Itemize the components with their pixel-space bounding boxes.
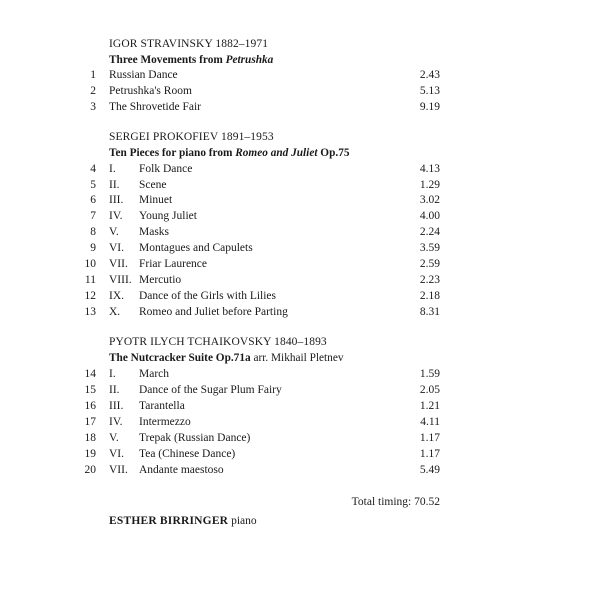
total-timing: Total timing: 70.52 [351, 496, 440, 508]
track-row [0, 258, 599, 274]
track-title: Scene [139, 179, 167, 191]
track-duration: 1.59 [419, 368, 440, 380]
track-number: 19 [84, 448, 96, 460]
track-title: Intermezzo [139, 416, 191, 428]
track-title: Dance of the Girls with Lilies [139, 290, 277, 302]
track-number: 17 [84, 416, 96, 428]
work-title-arranger: arr. Mikhail Pletnev [250, 352, 344, 364]
track-duration: 8.31 [419, 306, 440, 318]
movement-numeral: IX. [109, 290, 125, 302]
track-number: 9 [90, 242, 96, 254]
track-number: 10 [84, 258, 96, 270]
track-row [0, 69, 599, 85]
track-row [0, 101, 599, 117]
performer-name: ESTHER BIRRINGER [109, 515, 229, 527]
track-title: Trepak (Russian Dance) [139, 432, 251, 444]
track-duration: 9.19 [419, 101, 440, 113]
track-title: Folk Dance [139, 163, 193, 175]
track-row [0, 464, 599, 480]
track-duration: 5.13 [419, 85, 440, 97]
track-row [0, 194, 599, 210]
track-number: 18 [84, 432, 96, 444]
track-duration: 2.05 [419, 384, 440, 396]
movement-numeral: V. [109, 432, 119, 444]
track-number: 12 [84, 290, 96, 302]
track-title: Young Juliet [139, 210, 197, 222]
track-row [0, 179, 599, 195]
track-row [0, 274, 599, 290]
track-number: 7 [90, 210, 96, 222]
work-title [109, 352, 344, 364]
track-duration: 4.13 [419, 163, 440, 175]
track-row [0, 400, 599, 416]
track-duration: 1.17 [419, 448, 440, 460]
track-title: Romeo and Juliet before Parting [139, 306, 288, 318]
track-number: 13 [84, 306, 96, 318]
track-number: 5 [90, 179, 96, 191]
track-duration: 2.24 [419, 226, 440, 238]
track-title: Dance of the Sugar Plum Fairy [139, 384, 282, 396]
track-duration: 2.18 [419, 290, 440, 302]
movement-numeral: X. [109, 306, 121, 318]
track-row [0, 163, 599, 179]
movement-numeral: IV. [109, 416, 123, 428]
movement-numeral: VI. [109, 448, 125, 460]
track-duration: 2.43 [419, 69, 440, 81]
track-title: Russian Dance [109, 69, 178, 81]
track-duration: 5.49 [419, 464, 440, 476]
movement-numeral: III. [109, 194, 124, 206]
track-number: 16 [84, 400, 96, 412]
composer-heading: PYOTR ILYCH TCHAIKOVSKY 1840–1893 [109, 336, 327, 348]
movement-numeral: II. [109, 384, 120, 396]
work-title [109, 147, 350, 159]
track-number: 3 [90, 101, 96, 113]
movement-numeral: I. [109, 368, 116, 380]
track-row [0, 210, 599, 226]
track-row [0, 242, 599, 258]
work-title [109, 54, 273, 66]
track-row [0, 306, 599, 322]
work-title-italic: Romeo and Juliet [235, 147, 318, 159]
track-number: 6 [90, 194, 96, 206]
track-number: 8 [90, 226, 96, 238]
track-number: 15 [84, 384, 96, 396]
movement-numeral: VI. [109, 242, 125, 254]
work-title-bold: Ten Pieces for piano from [109, 147, 236, 159]
track-duration: 1.29 [419, 179, 440, 191]
composer-heading: SERGEI PROKOFIEV 1891–1953 [109, 131, 274, 143]
movement-numeral: III. [109, 400, 124, 412]
track-duration: 4.11 [420, 416, 440, 428]
track-title: Minuet [139, 194, 173, 206]
track-row [0, 448, 599, 464]
track-row [0, 384, 599, 400]
track-number: 1 [90, 69, 96, 81]
movement-numeral: VIII. [109, 274, 132, 286]
track-duration: 3.02 [419, 194, 440, 206]
track-title: Mercutio [139, 274, 182, 286]
movement-numeral: IV. [109, 210, 123, 222]
work-title-bold: The Nutcracker Suite Op.71a [109, 352, 251, 364]
track-title: Montagues and Capulets [139, 242, 253, 254]
track-row [0, 290, 599, 306]
track-row [0, 416, 599, 432]
track-row [0, 226, 599, 242]
track-duration: 1.17 [419, 432, 440, 444]
track-number: 20 [84, 464, 96, 476]
track-duration: 3.59 [419, 242, 440, 254]
track-number: 2 [90, 85, 96, 97]
performer-credit [109, 515, 257, 527]
track-title: Petrushka's Room [109, 85, 192, 97]
track-title: March [139, 368, 170, 380]
performer-role: piano [228, 515, 257, 527]
track-title: Andante maestoso [139, 464, 224, 476]
track-duration: 1.21 [419, 400, 440, 412]
track-row [0, 368, 599, 384]
track-title: Friar Laurence [139, 258, 208, 270]
movement-numeral: II. [109, 179, 120, 191]
movement-numeral: VII. [109, 464, 128, 476]
work-title-bold: Three Movements from [109, 54, 226, 66]
track-number: 4 [90, 163, 96, 175]
work-title-suffix: Op.75 [317, 147, 350, 159]
track-number: 11 [84, 274, 96, 286]
track-row [0, 432, 599, 448]
track-duration: 4.00 [419, 210, 440, 222]
movement-numeral: VII. [109, 258, 128, 270]
track-title: Masks [139, 226, 170, 238]
work-title-italic: Petrushka [225, 54, 274, 66]
track-duration: 2.23 [419, 274, 440, 286]
track-title: Tea (Chinese Dance) [139, 448, 236, 460]
track-title: The Shrovetide Fair [109, 101, 201, 113]
movement-numeral: V. [109, 226, 119, 238]
track-row [0, 85, 599, 101]
composer-heading: IGOR STRAVINSKY 1882–1971 [109, 38, 269, 50]
track-duration: 2.59 [419, 258, 440, 270]
track-title: Tarantella [139, 400, 185, 412]
movement-numeral: I. [109, 163, 116, 175]
track-number: 14 [84, 368, 96, 380]
